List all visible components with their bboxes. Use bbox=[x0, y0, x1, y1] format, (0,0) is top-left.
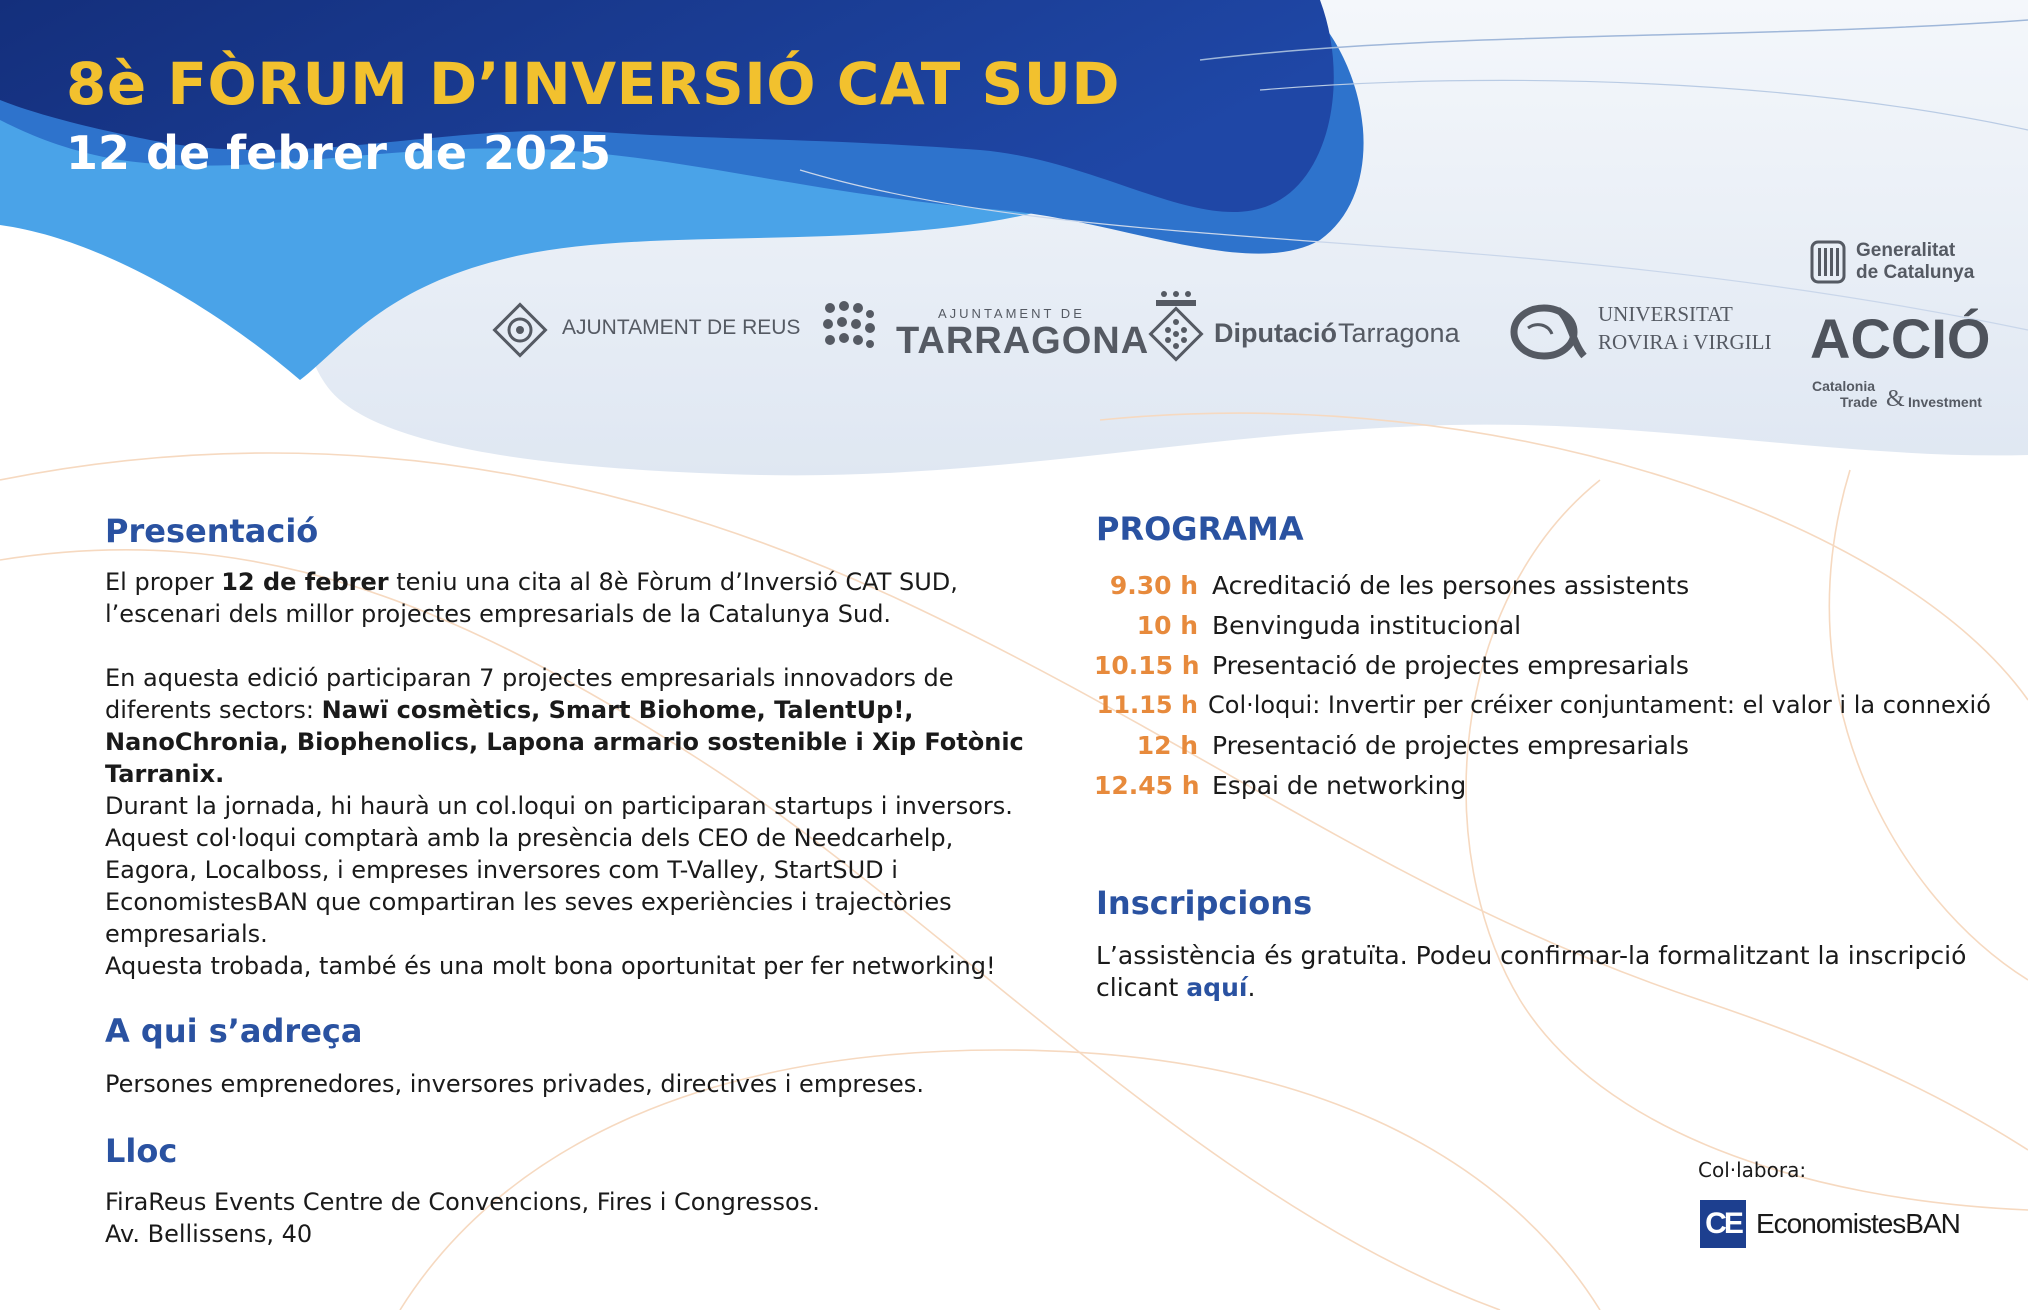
presentacio-p2-line3: NanoChronia, Biophenolics, Lapona armario sostenible i Xip Fotònic bbox=[105, 728, 1024, 756]
inscripcio-link[interactable]: aquí bbox=[1186, 973, 1248, 1002]
aqui-heading: A qui s’adreça bbox=[105, 1012, 363, 1050]
diputacio-emblem-icon bbox=[1148, 290, 1204, 366]
generalitat-text-line2: de Catalunya bbox=[1856, 262, 1975, 283]
programa-time: 9.30 h bbox=[1109, 571, 1198, 600]
presentacio-p3-line5: empresarials. bbox=[105, 920, 268, 948]
accio-sub-trade: Trade bbox=[1840, 394, 1878, 410]
inscripcions-line1: L’assistència és gratuïta. Podeu confirmar-la formalitzant la inscripció bbox=[1096, 941, 1967, 970]
programa-item bbox=[1094, 611, 1521, 645]
programa-heading: PROGRAMA bbox=[1096, 510, 1304, 548]
accio-text: ACCIÓ bbox=[1810, 307, 1991, 370]
presentacio-p2-line1: En aquesta edició participaran 7 projectes empresarials innovadors de bbox=[105, 664, 954, 692]
presentacio-p3-line2: Aquest col·loqui comptarà amb la presència dels CEO de Needcarhelp, bbox=[105, 824, 954, 852]
tarragona-emblem-icon bbox=[820, 298, 878, 356]
logo-generalitat bbox=[1810, 238, 2010, 288]
diputacio-text-a: Diputació bbox=[1214, 318, 1338, 348]
programa-item bbox=[1094, 571, 1689, 605]
logo-economistesban bbox=[1700, 1198, 1960, 1250]
inscripcions-heading: Inscripcions bbox=[1096, 884, 1313, 922]
programa-item bbox=[1094, 691, 1991, 725]
programa-text: Presentació de projectes empresarials bbox=[1212, 651, 1689, 680]
programa-time: 10.15 h bbox=[1094, 651, 1200, 680]
tarragona-small-text: AJUNTAMENT DE bbox=[938, 306, 1085, 321]
accio-ampersand: & bbox=[1886, 386, 1905, 412]
presentacio-p3-line3: Eagora, Localboss, i empreses inversores com T-Valley, StartSUD i bbox=[105, 856, 898, 884]
diputacio-text-b: Tarragona bbox=[1338, 318, 1460, 348]
programa-time: 12.45 h bbox=[1094, 771, 1200, 800]
collabora-label: Col·labora: bbox=[1698, 1158, 1807, 1182]
event-date: 12 de febrer de 2025 bbox=[66, 126, 612, 180]
inscripcions-text bbox=[1096, 940, 1966, 1004]
event-title: 8è FÒRUM D’INVERSIÓ CAT SUD bbox=[66, 50, 1121, 118]
presentacio-p1-line1: El proper 12 de febrer teniu una cita al 8è Fòrum d’Inversió CAT SUD, bbox=[105, 568, 958, 596]
urv-emblem-icon bbox=[1508, 298, 1592, 362]
presentacio-p3-line6: Aquesta trobada, també és una molt bona oportunitat per fer networking! bbox=[105, 952, 996, 980]
lloc-line1: FiraReus Events Centre de Convencions, Fires i Congressos. bbox=[105, 1188, 820, 1216]
logo-ajuntament-tarragona bbox=[820, 294, 1150, 364]
reus-emblem-icon bbox=[488, 298, 552, 362]
generalitat-text-line1: Generalitat bbox=[1856, 240, 1956, 261]
programa-text: Benvinguda institucional bbox=[1212, 611, 1522, 640]
presentacio-p2-line2: diferents sectors: Nawï cosmètics, Smart Biohome, TalentUp!, bbox=[105, 696, 914, 724]
lloc-text bbox=[105, 1186, 820, 1250]
presentacio-p2-line4: Tarranix. bbox=[105, 760, 225, 788]
programa-text: Espai de networking bbox=[1212, 771, 1467, 800]
logo-urv bbox=[1508, 298, 1788, 362]
programa-item bbox=[1094, 651, 1689, 685]
logo-accio bbox=[1810, 306, 2020, 416]
lloc-heading: Lloc bbox=[105, 1132, 178, 1170]
programa-time: 10 h bbox=[1136, 611, 1198, 640]
aqui-text: Persones emprenedores, inversores privades, directives i empreses. bbox=[105, 1070, 924, 1098]
programa-time: 12 h bbox=[1136, 731, 1198, 760]
economistesban-text: EconomistesBAN bbox=[1756, 1208, 1960, 1239]
logo-diputacio-tarragona bbox=[1148, 290, 1468, 366]
urv-text-line1: UNIVERSITAT bbox=[1598, 302, 1733, 326]
lloc-line2: Av. Bellissens, 40 bbox=[105, 1220, 313, 1248]
presentacio-p3-line4: EconomistesBAN que compartiran les seves experiències i trajectòries bbox=[105, 888, 952, 916]
programa-text: Col·loqui: Invertir per créixer conjuntament: el valor i la connexió bbox=[1208, 691, 1991, 719]
urv-text-line2: ROVIRA i VIRGILI bbox=[1598, 330, 1772, 354]
presentacio-heading: Presentació bbox=[105, 512, 319, 550]
programa-text: Acreditació de les persones assistents bbox=[1212, 571, 1690, 600]
inscripcions-line2: clicant aquí. bbox=[1096, 973, 1256, 1002]
presentacio-text bbox=[105, 566, 1045, 982]
presentacio-p1-line2: l’escenari dels millor projectes empresarials de la Catalunya Sud. bbox=[105, 600, 892, 628]
tarragona-big-text: TARRAGONA bbox=[896, 320, 1150, 362]
programa-item bbox=[1094, 771, 1466, 805]
accio-sub-investment: Investment bbox=[1908, 394, 1982, 410]
accio-sub-catalonia: Catalonia bbox=[1812, 378, 1876, 394]
presentacio-p3-line1: Durant la jornada, hi haurà un col.loqui on participaran startups i inversors. bbox=[105, 792, 1013, 820]
programa-item bbox=[1094, 731, 1689, 765]
reus-logo-text: AJUNTAMENT DE REUS bbox=[562, 316, 801, 339]
economistesban-mark-icon: CE bbox=[1700, 1200, 1746, 1248]
programa-text: Presentació de projectes empresarials bbox=[1212, 731, 1689, 760]
programa-time: 11.15 h bbox=[1096, 691, 1198, 719]
generalitat-emblem-icon bbox=[1810, 240, 1846, 284]
